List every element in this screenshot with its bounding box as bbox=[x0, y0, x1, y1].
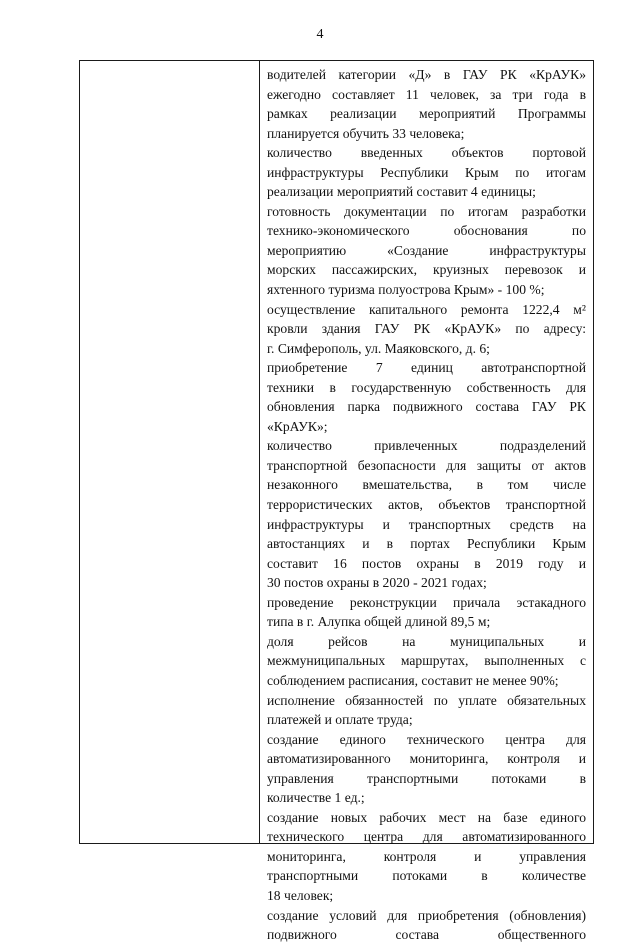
text-line: исполнение обязанностей по уплате обязательных bbox=[267, 692, 586, 708]
text-line: создание новых рабочих мест на базе единого bbox=[267, 809, 586, 825]
text-line: технико-экономического обоснования по bbox=[267, 223, 586, 239]
text-line: проведение реконструкции причала эстакадного bbox=[267, 594, 586, 610]
text-line: количестве 1 ед.; bbox=[267, 790, 365, 806]
text-line: соблюдением расписания, составит не менее 90%; bbox=[267, 672, 559, 688]
text-line: межмуниципальных маршрутах, выполненных с bbox=[267, 653, 586, 669]
text-line: г. Симферополь, ул. Маяковского, д. 6; bbox=[267, 340, 490, 356]
text-line: реализации мероприятий составит 4 единицы; bbox=[267, 184, 536, 200]
text-line: платежей и оплате труда; bbox=[267, 712, 413, 728]
text-line: «КрАУК»; bbox=[267, 418, 328, 434]
text-line: 18 человек; bbox=[267, 887, 334, 903]
page-number: 4 bbox=[316, 27, 324, 42]
text-line: транспортной безопасности для защиты от актов bbox=[267, 457, 586, 473]
text-line: инфраструктуры Республики Крым по итогам bbox=[267, 164, 586, 180]
text-line: планируется обучить 33 человека; bbox=[267, 125, 465, 141]
text-line: водителей категории «Д» в ГАУ РК «КрАУК» bbox=[267, 67, 586, 82]
text-line: транспортными потоками в количестве bbox=[267, 868, 586, 884]
text-line: количество введенных объектов портовой bbox=[267, 145, 586, 161]
text-line: ежегодно составляет 11 человек, за три года в bbox=[267, 86, 586, 102]
text-line: кровли здания ГАУ РК «КрАУК» по адресу: bbox=[267, 321, 586, 337]
text-line: создание условий для приобретения (обновления) bbox=[267, 907, 586, 923]
text-line: автоматизированного мониторинга, контроля и bbox=[267, 751, 586, 767]
text-line: осуществление капитального ремонта 1222,4 м² bbox=[267, 301, 586, 317]
table-left-column bbox=[80, 61, 259, 843]
text-line: готовность документации по итогам разработки bbox=[267, 203, 586, 219]
text-line: доля рейсов на муниципальных и bbox=[267, 633, 586, 649]
text-line: незаконного вмешательства, в том числе bbox=[267, 477, 586, 493]
text-line: 30 постов охраны в 2020 - 2021 годах; bbox=[267, 575, 487, 591]
text-line: мониторинга, контроля и управления bbox=[267, 848, 586, 864]
text-line: рамках реализации мероприятий Программы bbox=[267, 106, 586, 122]
text-line: подвижного состава общественного bbox=[267, 927, 586, 943]
text-line: мероприятию «Создание инфраструктуры bbox=[267, 242, 586, 258]
document-table bbox=[79, 60, 594, 943]
column-divider bbox=[259, 61, 260, 843]
text-line: автостанциях и в портах Республики Крым bbox=[267, 536, 586, 552]
table-right-column bbox=[267, 65, 586, 945]
text-line: типа в г. Алупка общей длиной 89,5 м; bbox=[267, 614, 491, 630]
text-line: яхтенного туризма полуострова Крым» - 100 %; bbox=[267, 282, 545, 298]
text-line: обновления парка подвижного состава ГАУ РК bbox=[267, 399, 586, 415]
text-line: приобретение 7 единиц автотранспортной bbox=[267, 360, 586, 376]
text-line: морских пассажирских, круизных перевозок и bbox=[267, 262, 586, 278]
text-line: создание единого технического центра для bbox=[267, 731, 586, 747]
text-line: составит 16 постов охраны в 2019 году и bbox=[267, 555, 586, 571]
text-line: техники в государственную собственность для bbox=[267, 379, 586, 395]
text-line: технического центра для автоматизированного bbox=[267, 829, 586, 845]
text-line: управления транспортными потоками в bbox=[267, 770, 586, 786]
text-line: количество привлеченных подразделений bbox=[267, 438, 586, 454]
text-line: инфраструктуры и транспортных средств на bbox=[267, 516, 586, 532]
text-line: террористических актов, объектов транспортной bbox=[267, 497, 586, 513]
